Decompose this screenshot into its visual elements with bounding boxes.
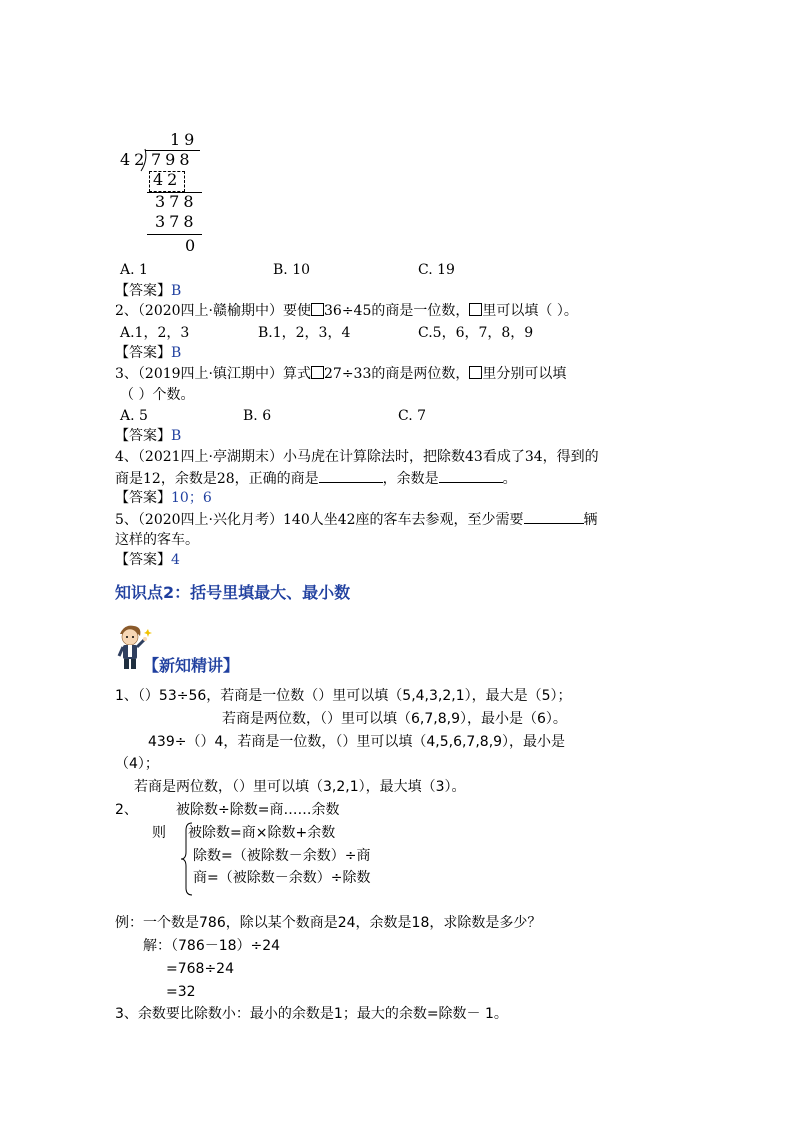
blank-box-icon — [311, 366, 324, 379]
q5-answer: 【答案】4 — [115, 552, 180, 568]
quotient: 19 — [170, 130, 199, 149]
point1-line4: （4）； — [115, 756, 159, 772]
blank-line — [524, 509, 584, 524]
step2b: 378 — [155, 212, 198, 231]
solution-line1: 解：（786－18）÷24 — [143, 938, 281, 954]
answer-value: B — [171, 283, 182, 299]
q4-line2: 商是12，余数是28，正确的商是 ，余数是 。 — [115, 468, 517, 489]
formula-2: 除数=（被除数－余数）÷商 — [193, 848, 371, 864]
q2-option-a: A.1，2，3 — [120, 325, 190, 341]
section-title: 知识点2：括号里填最大、最小数 — [115, 583, 351, 602]
q3-option-c: C. 7 — [398, 408, 427, 424]
q3-option-a: A. 5 — [120, 408, 148, 424]
step2a: 378 — [155, 192, 198, 211]
divisor: 42 — [120, 150, 149, 169]
q1-option-a: A. 1 — [120, 262, 148, 278]
solution-line2: =768÷24 — [166, 961, 234, 977]
blank-box-icon — [469, 366, 482, 379]
remainder: 0 — [185, 236, 200, 255]
q5-line2: 这样的客车。 — [115, 532, 199, 548]
q3-question: 3、（2019四上·镇江期中）算式 27÷33的商是两位数， 里分别可以填 — [115, 366, 567, 382]
point2-num: 2、 — [115, 802, 138, 818]
blank-line — [319, 468, 383, 483]
point1-line2: 若商是两位数，（）里可以填（6,7,8,9），最小是（6）。 — [222, 711, 567, 727]
q4-answer: 【答案】10；6 — [115, 490, 212, 506]
q2-answer: 【答案】B — [115, 345, 182, 361]
dividend: 798 — [151, 150, 194, 169]
formula-1: 被除数=商×除数+余数 — [188, 825, 336, 841]
blank-box-icon — [469, 303, 482, 316]
answer-label: 【答案】 — [115, 283, 171, 299]
point1-line1: 1、（）53÷56，若商是一位数（）里可以填（5,4,3,2,1），最大是（5）； — [115, 688, 572, 704]
blank-box-icon — [311, 303, 324, 316]
formula-3: 商=（被除数－余数）÷除数 — [193, 870, 371, 886]
q1-option-b: B. 10 — [273, 262, 311, 278]
blank-line — [439, 468, 503, 483]
long-division — [115, 128, 205, 258]
step-line-2 — [147, 234, 202, 235]
point1-line5: 若商是两位数，（）里可以填（3,2,1），最大填（3）。 — [134, 779, 466, 795]
q1-answer — [115, 281, 181, 301]
q2-option-b: B.1，2，3，4 — [258, 325, 351, 341]
point3: 3、余数要比除数小：最小的余数是1；最大的余数=除数－ 1。 — [115, 1006, 508, 1022]
q1-option-c: C. 19 — [418, 262, 455, 278]
q2-option-c: C.5，6，7，8，9 — [418, 325, 534, 341]
q3-answer: 【答案】B — [115, 428, 182, 444]
section-subtitle: 【新知精讲】 — [143, 656, 240, 675]
q3-line2: （ ）个数。 — [120, 387, 195, 403]
step1: 42 — [153, 170, 182, 189]
point2-line1: 被除数÷除数=商……余数 — [176, 802, 340, 818]
solution-line3: =32 — [166, 984, 196, 1000]
q5-line1: 5、（2020四上·兴化月考）140人坐42座的客车去参观，至少需要 辆 — [115, 509, 598, 530]
q2-question: 2、（2020四上·赣榆期中）要使 36÷45的商是一位数， 里可以填（ ）。 — [115, 303, 578, 319]
q4-line1: 4、（2021四上·亭湖期末）小马虎在计算除法时，把除数43看成了34，得到的 — [115, 449, 599, 465]
q3-option-b: B. 6 — [243, 408, 272, 424]
example-question: 例：一个数是786，除以某个数商是24，余数是18，求除数是多少？ — [115, 915, 542, 931]
point1-line3: 439÷（）4，若商是一位数，（）里可以填（4,5,6,7,8,9），最小是 — [148, 734, 566, 750]
point2-then: 则 — [152, 825, 166, 841]
